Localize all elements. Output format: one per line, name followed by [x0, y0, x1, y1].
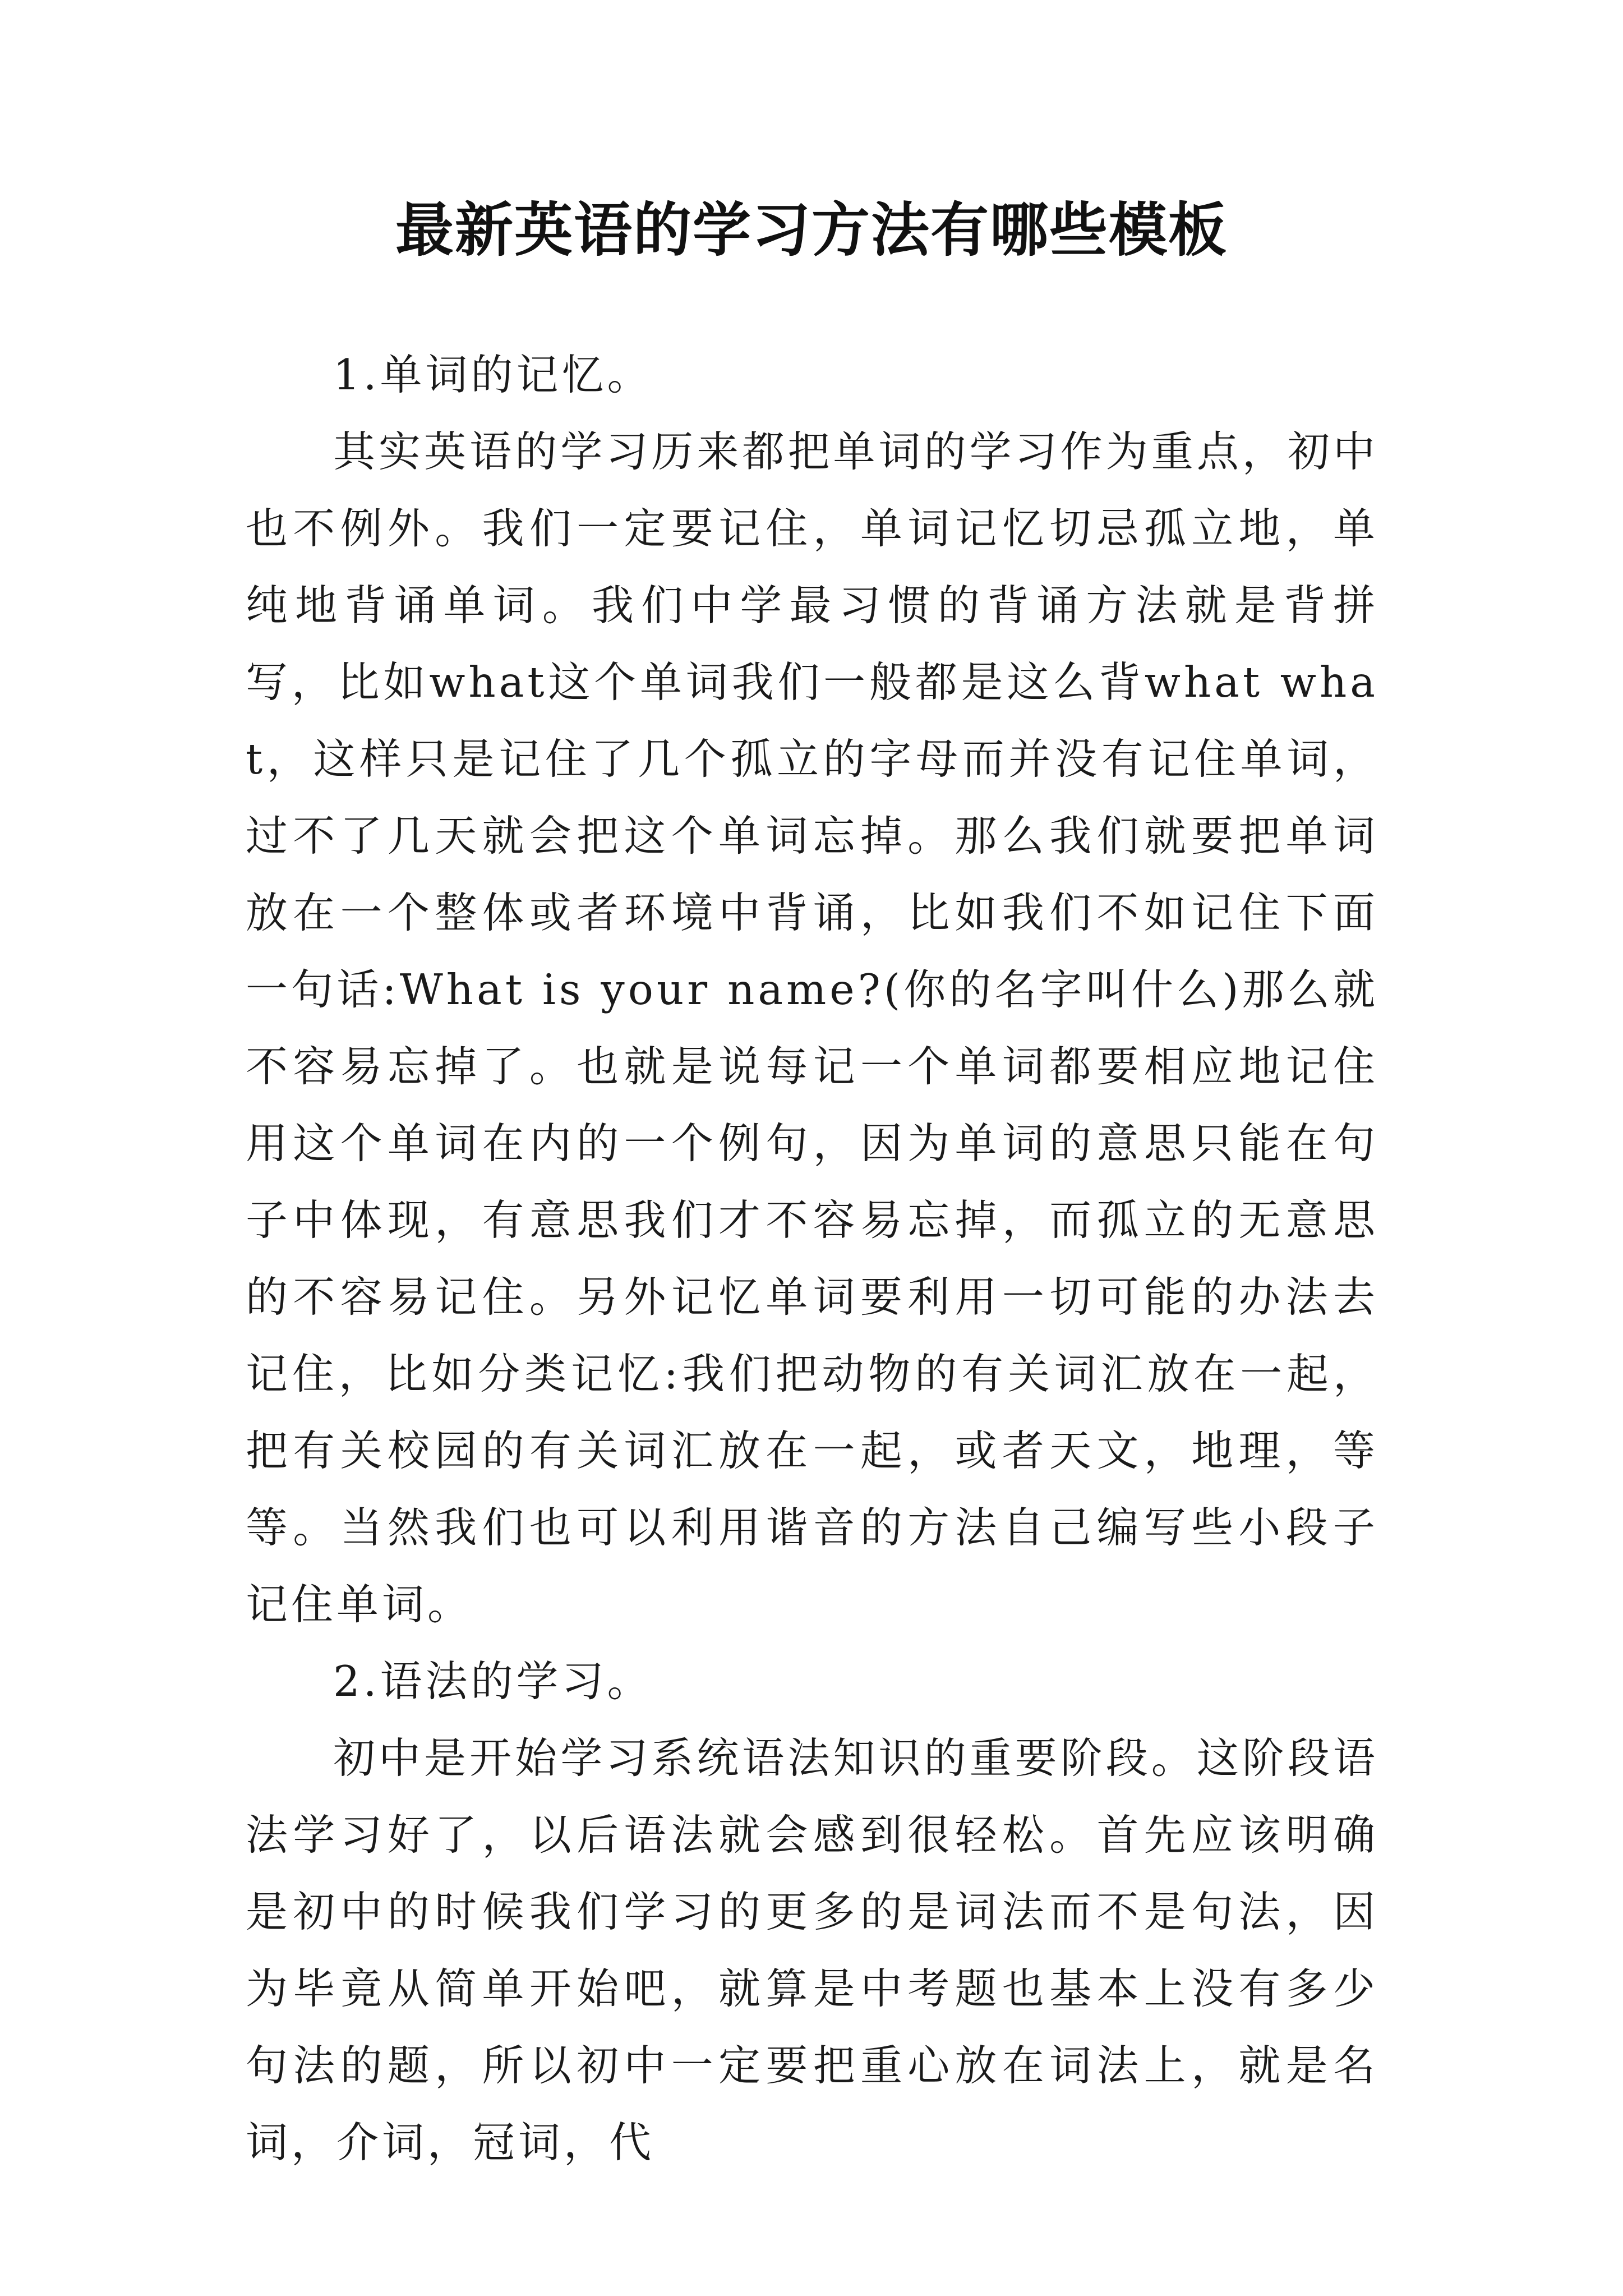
paragraph-grammar: 初中是开始学习系统语法知识的重要阶段。这阶段语法学习好了，以后语法就会感到很轻松。首先应该明确是初中的时候我们学习的更多的是词法而不是句法，因为毕竟从简单开始吧，就算是中考题也基本上没有多少句法的题，所以初中一定要把重心放在词法上，就是名词，介词，冠词，代: [246, 1733, 1378, 2167]
section-heading-vocabulary: 1.单词的记忆。: [333, 350, 653, 399]
section-heading-grammar: 2.语法的学习。: [333, 1657, 653, 1706]
paragraph-vocabulary: 其实英语的学习历来都把单词的学习作为重点，初中也不例外。我们一定要记住，单词记忆切忌孤立地，单纯地背诵单词。我们中学最习惯的背诵方法就是背拼写，比如what这个单词我们一般都是这么背what what，这样只是记住了几个孤立的字母而并没有记住单词，过不了几天就会把这个单词忘掉。那么我们就要把单词放在一个整体或者环境中背诵，比如我们不如记住下面一句话:What is your name?(你的名字叫什么)那么就不容易忘掉了。也就是说每记一个单词都要相应地记住用这个单词在内的一个例句，因为单词的意思只能在句子中体现，有意思我们才不容易忘掉，而孤立的无意思的不容易记住。另外记忆单词要利用一切可能的办法去记住，比如分类记忆:我们把动物的有关词汇放在一起，把有关校园的有关词汇放在一起，或者天文，地理，等等。当然我们也可以利用谐音的方法自己编写些小段子记住单词。: [246, 427, 1378, 1629]
document-body: [246, 337, 1378, 2181]
document-title: 最新英语的学习方法有哪些模板: [395, 195, 1228, 264]
